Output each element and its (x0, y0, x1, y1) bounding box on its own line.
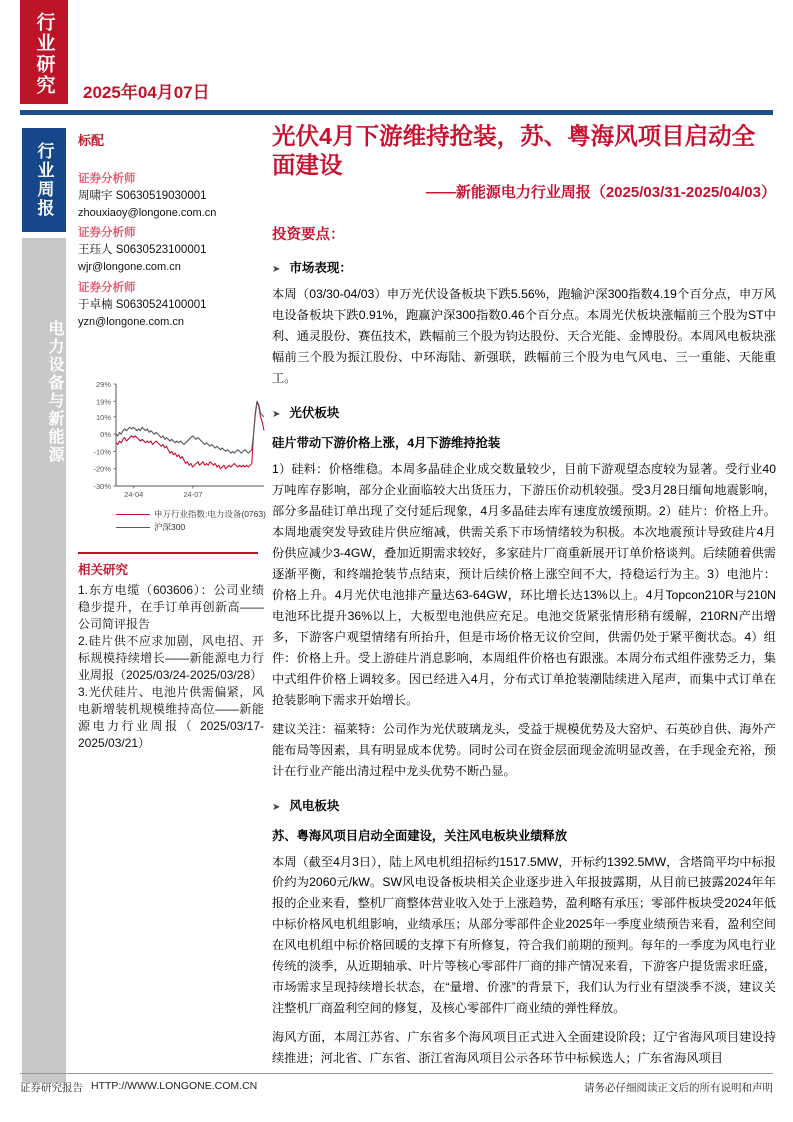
chart-canvas (78, 378, 268, 506)
section-bullet-label: 市场表现： (289, 260, 352, 275)
analyst-email[interactable]: zhouxiaoy@longone.com.cn (78, 206, 217, 219)
section-bullet-wind (272, 796, 776, 814)
analyst-name-text: 王珏人 (78, 244, 113, 257)
section-subheading: 硅片带动下游价格上涨，4月下游维持抢装 (272, 435, 501, 450)
section-paragraph: 海风方面，本周江苏省、广东省多个海风项目正式进入全面建设阶段；辽宁省海风项目建设持续推进；河北省、广东省、浙江省海风项目公示各环节中标候选人；广东省海风项目 (272, 1030, 776, 1066)
analyst-license: S0630523100001 (115, 244, 207, 257)
rating-badge: 标配 (78, 133, 105, 148)
svg-text:0%: 0% (100, 430, 111, 440)
legend-item (116, 521, 268, 534)
svg-text:29%: 29% (95, 380, 111, 389)
legend-label: 申万行业指数:电力设备(0763) (154, 509, 266, 519)
svg-text:10%: 10% (95, 412, 111, 422)
svg-text:24-04: 24-04 (124, 490, 144, 499)
analyst-entry (78, 225, 258, 275)
footer-left (20, 1080, 257, 1095)
section-paragraph: 本周（截至4月3日），陆上风电机组招标约1517.5MW，开标约1392.5MW，含塔筒平均中标报价约为2060元/kW。SW风电设备板块相关企业逐步进入年报披露期，从目前已披露2024年年报的企业来看，整机厂商整体营业收入处于上涨趋势，盈利略有承压；零部件板块受2024年低中标价格风电机组影响，业绩承压；从部分零部件企业2025年一季度业绩预告来看，盈利空间在风电机组中标价格回暖的支撑下有所修复，符合我们前期的预判。每年的一季度为风电行业传统的淡季，从近期轴承、叶片等核心零部件厂商的排产情况来看，下游客户提货需求旺盛，市场需求呈现持续增长状态，在“量增、价涨”的背景下，我们认为行业有望淡季不淡，建议关注整机厂商盈利空间的修复，及核心零部件厂商业绩的弹性释放。 (272, 854, 776, 1016)
report-date: 2025年04月07日 (83, 83, 210, 102)
analyst-name (78, 188, 258, 205)
tab-sector-power-equipment: 电力设备与新能源 (22, 238, 66, 538)
related-research-item[interactable]: 3.光伏硅片、电池片供需偏紧，风电新增装机规模维持高位——新能源电力行业周报（ 2025/03/17-2025/03/21） (78, 685, 264, 751)
svg-text:24-07: 24-07 (183, 490, 203, 499)
footer-disclaimer: 请务必仔细阅读正文后的所有说明和声明 (584, 1082, 773, 1094)
related-research-item[interactable]: 1.东方电缆（603606）：公司业绩稳步提升，在手订单再创新高——公司简评报告 (78, 583, 264, 632)
analyst-entry (78, 280, 258, 330)
page-title: 光伏4月下游维持抢装，苏、粤海风项目启动全面建设 (272, 123, 756, 178)
analyst-email[interactable]: wjr@longone.com.cn (78, 261, 181, 274)
chevron-right-icon: ➤ (272, 263, 281, 275)
section-bullet-solar (272, 403, 776, 421)
section-subheading: 苏、粤海风项目启动全面建设，关注风电板块业绩释放 (272, 828, 568, 843)
section-bullet-label: 光伏板块 (289, 405, 340, 420)
section-paragraph-recommendation: 建议关注：福莱特：公司作为光伏玻璃龙头，受益于规模优势及大窑炉、石英砂自供、海外产能布局等因素，具有明显成本优势。同时公司在资金层面现金流明显改善，在手现金充裕，预计在行业产能出清过程中龙头优势不断凸显。 (272, 721, 776, 778)
page-subtitle: ——新能源电力行业周报（2025/03/31-2025/04/03） (425, 184, 776, 202)
tab-industry-research: 行业研究 (20, 0, 68, 104)
left-column (78, 130, 258, 330)
related-research-item[interactable]: 2.硅片供不应求加剧，风电招、开标规模持续增长——新能源电力行业周报（2025/03/24-2025/03/28） (78, 634, 264, 683)
analyst-name-text: 于卓楠 (78, 298, 113, 311)
related-research-divider (78, 552, 258, 554)
section-bullet-label: 风电板块 (289, 798, 340, 813)
analyst-role: 证券分析师 (78, 173, 136, 185)
analyst-entry (78, 171, 258, 221)
header-divider (20, 110, 773, 115)
main-content (272, 122, 776, 1069)
performance-chart (78, 378, 268, 538)
analyst-license: S0630524100001 (115, 298, 207, 311)
svg-text:-30%: -30% (93, 482, 111, 491)
footer-url[interactable]: HTTP://WWW.LONGONE.COM.CN (91, 1080, 258, 1092)
footer-divider (20, 1073, 773, 1074)
analyst-name-text: 周啸宇 (78, 189, 113, 202)
legend-swatch-icon (116, 527, 150, 528)
related-research (78, 560, 264, 752)
chevron-right-icon: ➤ (272, 801, 281, 813)
analyst-name (78, 242, 258, 259)
legend-item (116, 508, 268, 521)
svg-text:-20%: -20% (93, 464, 111, 474)
analyst-email[interactable]: yzn@longone.com.cn (78, 315, 184, 328)
chart-legend (78, 508, 268, 534)
tab-industry-weekly: 行业周报 (22, 128, 66, 232)
investment-points-heading: 投资要点： (272, 226, 345, 243)
analyst-role: 证券分析师 (78, 281, 136, 294)
analyst-name (78, 297, 258, 314)
footer-report-type: 证券研究报告 (20, 1082, 83, 1094)
section-paragraph: 1）硅料：价格维稳。本周多晶硅企业成交数量较少，目前下游观望态度较为显著。受行业40万吨库存影响，部分企业面临较大出货压力，下游压价动机较强。受3月28日缅甸地震影响，部分多晶硅订单出现了交付延后现象，4月多晶硅去库有速度放缓预期。2）硅片：价格上升。本周地震突发导致硅片供应缩减，供需关系下市场情绪较为积极。本次地震预计导致硅片4月份供应减少3-4GW，叠加近期需求较好，多家硅片厂商重新展开订单价格谈判。后续随着供需逐渐平衡，和终端抢装节点结束，预计后续价格上涨空间不大，持稳运行为主。3）电池片：价格上升。4月光伏电池排产量达63-64GW，环比增长达13%以上。4月Topcon210R与210N电池环比提升36%以上，大板型电池供应充足。电池交货紧张情形稍有缓解，210RN产出增多，下游客户观望情绪有所抬升，但是市场价格无议价空间，供需仍处于紧平衡状态。4）组件：价格上升。受上游硅片消息影响，本周组件价格也有跟涨。本周分布式组件涨势乏力，集中式组件价格上调较多。因已经进入4月，分布式订单抢装潮陆续进入尾声，而集中式订单在抢装影响下需求开始增长。 (272, 461, 776, 707)
page-footer (20, 1080, 773, 1095)
legend-swatch-icon (116, 514, 150, 515)
analyst-license: S0630519030001 (115, 189, 207, 202)
chevron-right-icon: ➤ (272, 408, 281, 420)
tab-sector-extension (22, 538, 66, 1083)
analyst-role: 证券分析师 (78, 227, 136, 240)
section-bullet-market-performance (272, 258, 776, 276)
related-research-heading: 相关研究 (78, 563, 129, 577)
svg-text:-10%: -10% (93, 447, 111, 457)
svg-text:19%: 19% (95, 397, 111, 407)
section-paragraph: 本周（03/30-04/03）申万光伏设备板块下跌5.56%，跑输沪深300指数4.19个百分点，申万风电设备板块下跌0.91%，跑赢沪深300指数0.46个百分点。本周光伏板块涨幅前三个股为ST中利、通灵股份、赛伍技术，跌幅前三个股为钧达股份、天合光能、金博股份。本周风电板块涨幅前三个股为振江股份、中环海陆、新强联，跌幅前三个股为电气风电、三一重能、天能重工。 (272, 286, 776, 385)
legend-label: 沪深300 (154, 521, 186, 532)
